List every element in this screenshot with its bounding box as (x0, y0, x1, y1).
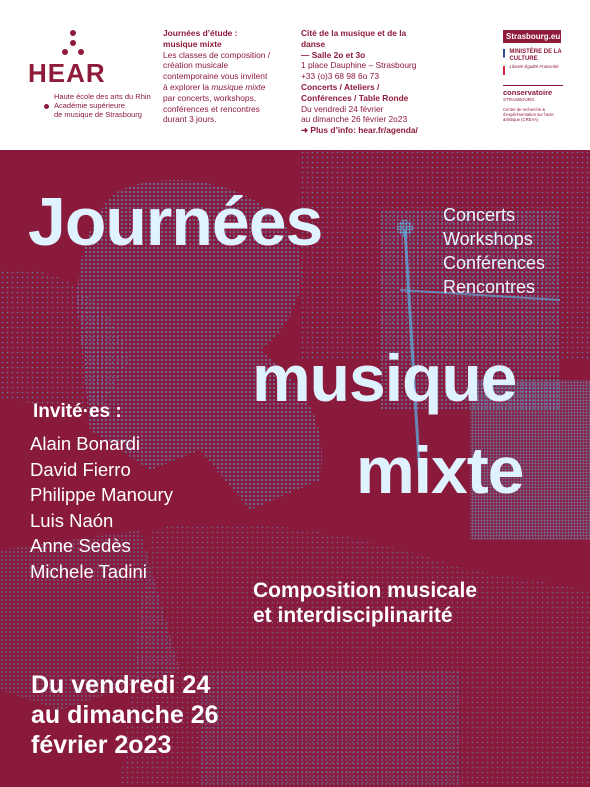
poster-subtitle (253, 578, 477, 628)
date-line: février 2o23 (31, 731, 172, 759)
poster-dates (31, 670, 219, 760)
ministry-motto: Liberté Égalité Fraternité (509, 64, 559, 69)
logo-line: de musique de Strasbourg (54, 110, 142, 119)
conservatoire-label: conservatoire (503, 88, 553, 97)
creaa-note: Centre de recherche & d'expérimentation sur l'acte artistique (CREAA) (503, 107, 554, 122)
description-line: contemporaine vous invitent (163, 71, 268, 82)
venue-room: — Salle 2o et 3o (301, 49, 366, 60)
venue-date: Du vendredi 24 février (301, 103, 384, 114)
poster-artwork (0, 150, 590, 787)
description-line: création musicale (163, 60, 229, 71)
header-band (0, 0, 590, 150)
strasbourg-logo: Strasbourg.eu (503, 30, 561, 43)
ministry-name (509, 49, 575, 75)
guests-heading: Invité·es : (33, 401, 122, 422)
ministry-label: MINISTÈRE DE LA CULTURE (509, 49, 562, 62)
title-word-mixte: mixte (356, 433, 524, 507)
conservatoire-sub: STRASBOURG (503, 97, 535, 102)
guest-name: Michele Tadini (30, 560, 147, 582)
activities-list (443, 203, 545, 299)
guest-name: Luis Naón (30, 509, 114, 531)
logo-subtitle (54, 92, 164, 119)
conservatoire-logo (503, 85, 563, 102)
more-info-text: Plus d’info: hear.fr/agenda/ (310, 125, 418, 136)
description-line: par concerts, workshops, (163, 92, 257, 103)
event-title: musique mixte (163, 38, 222, 49)
guest-name: David Fierro (30, 458, 131, 480)
flag-icon (503, 49, 505, 75)
venue-address: 1 place Dauphine – Strasbourg (301, 60, 417, 71)
date-line: au dimanche 26 (31, 701, 219, 729)
activity-item: Workshops (443, 229, 533, 249)
description-emphasis: musique mixte (211, 81, 266, 92)
description-line: conférences et rencontres (163, 103, 260, 114)
partner-logos (503, 30, 575, 122)
subtitle-line: Composition musicale (253, 579, 478, 602)
event-title: Journées d’étude : (163, 28, 238, 38)
subtitle-line: et interdisciplinarité (253, 604, 453, 627)
logo-line: Académie supérieure (54, 101, 125, 110)
logo-line: Haute école des arts du Rhin (54, 92, 151, 101)
description-line: durant 3 jours. (163, 114, 217, 125)
title-word-musique: musique (252, 341, 517, 415)
event-description-column (163, 28, 291, 125)
arrow-icon: ➜ (301, 125, 311, 136)
more-info-link[interactable] (301, 125, 431, 136)
title-word-journees: Journées (28, 184, 323, 260)
description-line: à explorer la musique mixte (163, 81, 266, 92)
activity-item: Concerts (443, 205, 516, 225)
guest-name: Philippe Manoury (30, 484, 173, 505)
hear-logo (28, 28, 158, 128)
guest-name: Anne Sedès (30, 535, 131, 556)
venue-column (301, 28, 431, 136)
activity-item: Rencontres (443, 277, 536, 297)
description-line: Les classes de composition / (163, 49, 271, 60)
date-line: Du vendredi 24 (31, 671, 211, 699)
venue-formats: Concerts / Ateliers / (301, 81, 380, 92)
logo-wordmark: HEAR (28, 58, 106, 88)
activity-item: Conférences (443, 253, 546, 273)
venue-date: au dimanche 26 février 2o23 (301, 114, 408, 125)
venue-formats: Conférences / Table Ronde (301, 92, 409, 103)
guests-list (30, 431, 173, 584)
guest-name: Alain Bonardi (30, 433, 141, 454)
venue-name: Cité de la musique et de la danse (301, 28, 407, 49)
ministry-logo (503, 49, 575, 75)
venue-phone: +33 (o)3 68 98 6o 73 (301, 71, 379, 82)
